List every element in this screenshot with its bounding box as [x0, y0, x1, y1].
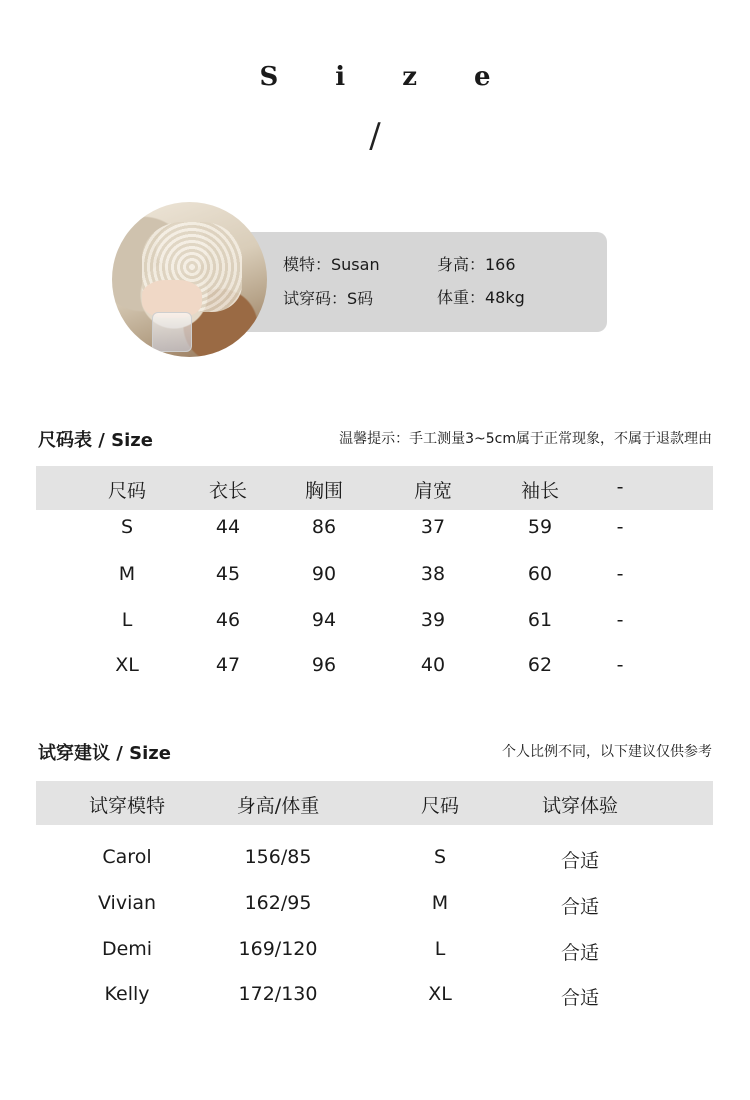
fit-chart-cell: 合适: [560, 850, 600, 872]
size-chart-header-cell: 衣长: [208, 480, 248, 502]
fit-chart-cell: Vivian: [97, 892, 157, 914]
size-chart-cell: 60: [527, 563, 553, 585]
size-chart-cell: -: [616, 654, 624, 676]
fit-chart-cell: 合适: [560, 942, 600, 964]
size-chart-cell: 44: [215, 516, 241, 538]
size-chart-cell: -: [616, 609, 624, 631]
fit-chart-cell: Kelly: [104, 983, 150, 1005]
size-chart-cell: 39: [420, 609, 446, 631]
size-chart-cell: -: [616, 516, 624, 538]
model-name: 模特：Susan: [283, 255, 380, 274]
fit-chart-header-cell: 身高/体重: [236, 795, 320, 817]
photo-glass: [152, 312, 192, 352]
fit-chart-header-cell: 尺码: [420, 795, 460, 817]
size-chart-header-cell: 尺码: [107, 480, 147, 502]
fit-chart-cell: 162/95: [244, 892, 312, 914]
size-chart-cell: 46: [215, 609, 241, 631]
size-chart-cell: 94: [311, 609, 337, 631]
fit-chart-cell: 172/130: [238, 983, 318, 1005]
size-chart-header-cell: 袖长: [520, 480, 560, 502]
size-chart-cell: L: [121, 609, 133, 631]
size-chart-cell: 37: [420, 516, 446, 538]
fit-chart-cell: Demi: [101, 938, 153, 960]
fit-chart-header-cell: 试穿模特: [88, 795, 166, 817]
fit-chart-cell: 156/85: [244, 846, 312, 868]
size-chart-cell: 61: [527, 609, 553, 631]
model-info-card: [232, 232, 607, 332]
fit-chart-title: 试穿建议 / Size: [38, 743, 171, 764]
page-title: S i z e: [259, 62, 515, 92]
size-chart-note: 温馨提示：手工测量3~5cm属于正常现象，不属于退款理由: [339, 431, 712, 447]
size-chart-title: 尺码表 / Size: [38, 430, 153, 451]
size-chart-cell: 96: [311, 654, 337, 676]
size-chart-cell: 86: [311, 516, 337, 538]
size-chart-cell: M: [118, 563, 136, 585]
size-chart-header-cell: -: [616, 476, 624, 498]
size-chart-cell: 40: [420, 654, 446, 676]
fit-chart-cell: M: [431, 892, 449, 914]
size-chart-header-cell: 肩宽: [413, 480, 453, 502]
fit-chart-note: 个人比例不同，以下建议仅供参考: [502, 744, 712, 760]
model-weight: 体重：48kg: [437, 288, 525, 307]
fit-chart-header-cell: 试穿体验: [541, 795, 619, 817]
model-trial-size: 试穿码：S码: [283, 289, 374, 308]
size-chart-cell: XL: [115, 654, 139, 676]
size-chart-cell: 62: [527, 654, 553, 676]
model-height: 身高：166: [437, 255, 516, 274]
title-divider-slash: /: [369, 116, 381, 156]
size-chart-cell: S: [120, 516, 134, 538]
fit-chart-cell: S: [433, 846, 447, 868]
model-photo: [112, 202, 267, 357]
fit-chart-cell: 169/120: [238, 938, 318, 960]
size-chart-cell: 45: [215, 563, 241, 585]
size-chart-cell: -: [616, 563, 624, 585]
size-chart-cell: 38: [420, 563, 446, 585]
size-chart-cell: 59: [527, 516, 553, 538]
fit-chart-cell: Carol: [102, 846, 152, 868]
size-chart-cell: 90: [311, 563, 337, 585]
size-chart-cell: 47: [215, 654, 241, 676]
fit-chart-cell: XL: [428, 983, 452, 1005]
size-chart-header-cell: 胸围: [304, 480, 344, 502]
fit-chart-cell: L: [434, 938, 446, 960]
fit-chart-cell: 合适: [560, 987, 600, 1009]
fit-chart-cell: 合适: [560, 896, 600, 918]
